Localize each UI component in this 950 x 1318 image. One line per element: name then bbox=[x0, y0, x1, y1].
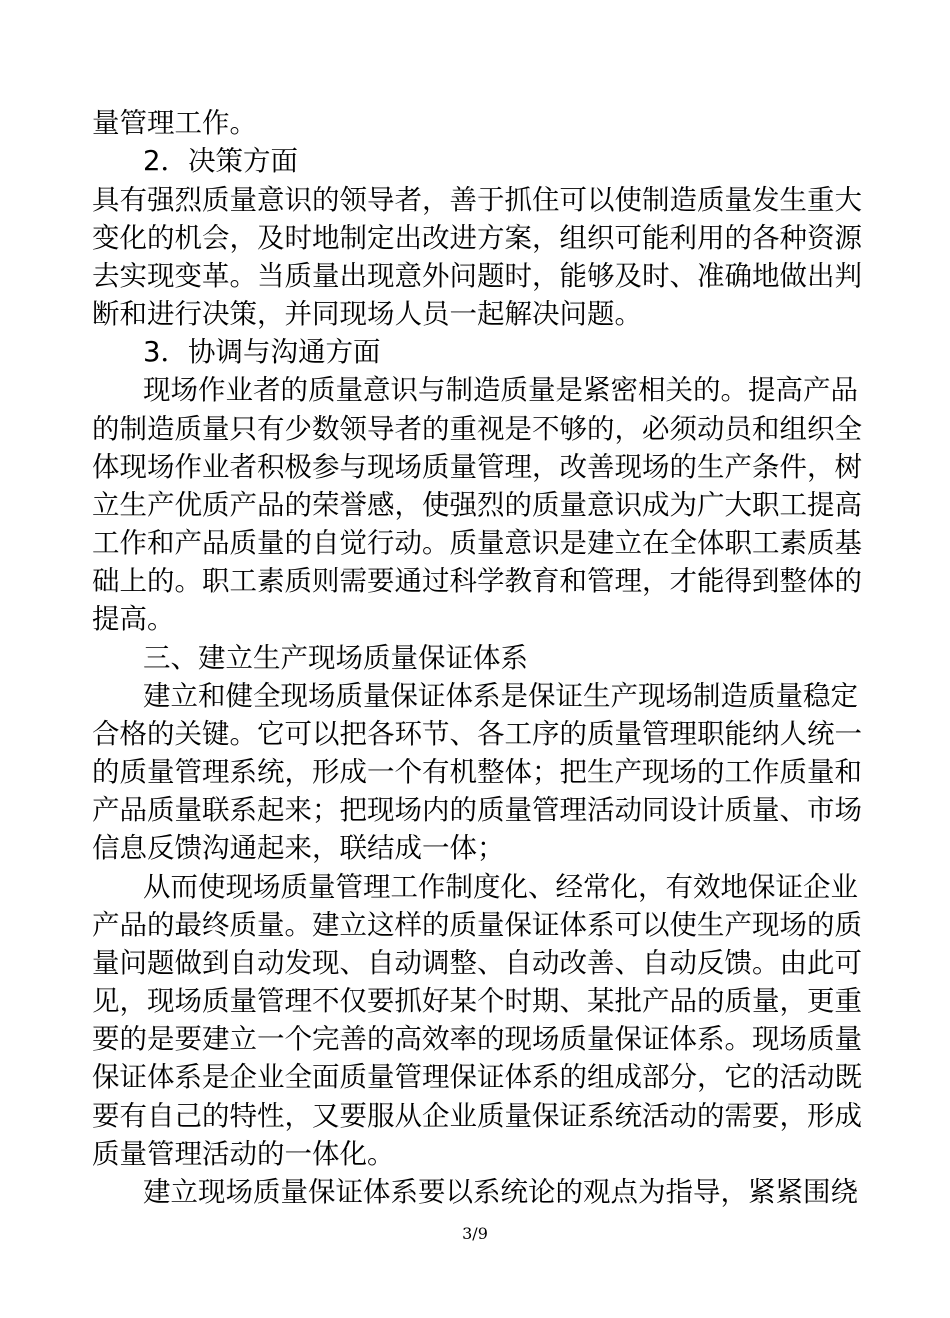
text-line: 的制造质量只有少数领导者的重视是不够的，必须动员和组织全 bbox=[92, 413, 862, 445]
text-line: 断和进行决策，并同现场人员一起解决问题。 bbox=[92, 298, 642, 330]
page-number: 3/9 bbox=[462, 1224, 488, 1243]
text-line: 见，现场质量管理不仅要抓好某个时期、某批产品的质量，更重 bbox=[92, 985, 862, 1017]
text-line: 保证体系是企业全面质量管理保证体系的组成部分，它的活动既 bbox=[92, 1061, 862, 1093]
section-heading: 3．协调与沟通方面 bbox=[143, 336, 381, 368]
text-line: 量问题做到自动发现、自动调整、自动改善、自动反馈。由此可 bbox=[92, 947, 862, 979]
text-line: 合格的关键。它可以把各环节、各工序的质量管理职能纳人统一 bbox=[92, 718, 862, 750]
section-heading: 2．决策方面 bbox=[143, 145, 298, 177]
text-line: 础上的。职工素质则需要通过科学教育和管理，才能得到整体的 bbox=[92, 565, 862, 597]
text-line: 建立现场质量保证体系要以系统论的观点为指导，紧紧围绕 bbox=[143, 1176, 858, 1208]
text-line: 工作和产品质量的自觉行动。质量意识是建立在全体职工素质基 bbox=[92, 527, 862, 559]
text-line: 建立和健全现场质量保证体系是保证生产现场制造质量稳定 bbox=[143, 680, 858, 712]
text-line: 产品的最终质量。建立这样的质量保证体系可以使生产现场的质 bbox=[92, 909, 862, 941]
text-line: 产品质量联系起来；把现场内的质量管理活动同设计质量、市场 bbox=[92, 794, 862, 826]
text-line: 变化的机会，及时地制定出改进方案，组织可能利用的各种资源 bbox=[92, 222, 862, 254]
text-line: 立生产优质产品的荣誉感，使强烈的质量意识成为广大职工提高 bbox=[92, 489, 862, 521]
text-line: 要有自己的特性，又要服从企业质量保证系统活动的需要，形成 bbox=[92, 1100, 862, 1132]
text-line: 从而使现场质量管理工作制度化、经常化，有效地保证企业 bbox=[143, 871, 858, 903]
text-line: 质量管理活动的一体化。 bbox=[92, 1138, 395, 1170]
text-line: 要的是要建立一个完善的高效率的现场质量保证体系。现场质量 bbox=[92, 1023, 862, 1055]
text-line: 的质量管理系统，形成一个有机整体；把生产现场的工作质量和 bbox=[92, 756, 862, 788]
text-line: 信息反馈沟通起来，联结成一体； bbox=[92, 832, 505, 864]
text-line: 具有强烈质量意识的领导者，善于抓住可以使制造质量发生重大 bbox=[92, 184, 862, 216]
text-line: 体现场作业者积极参与现场质量管理，改善现场的生产条件，树 bbox=[92, 451, 862, 483]
text-line: 现场作业者的质量意识与制造质量是紧密相关的。提高产品 bbox=[143, 374, 858, 406]
section-heading: 三、建立生产现场质量保证体系 bbox=[143, 642, 528, 674]
text-line: 提高。 bbox=[92, 603, 175, 635]
text-line: 去实现变革。当质量出现意外问题时，能够及时、准确地做出判 bbox=[92, 260, 862, 292]
text-line: 量管理工作。 bbox=[92, 107, 257, 139]
